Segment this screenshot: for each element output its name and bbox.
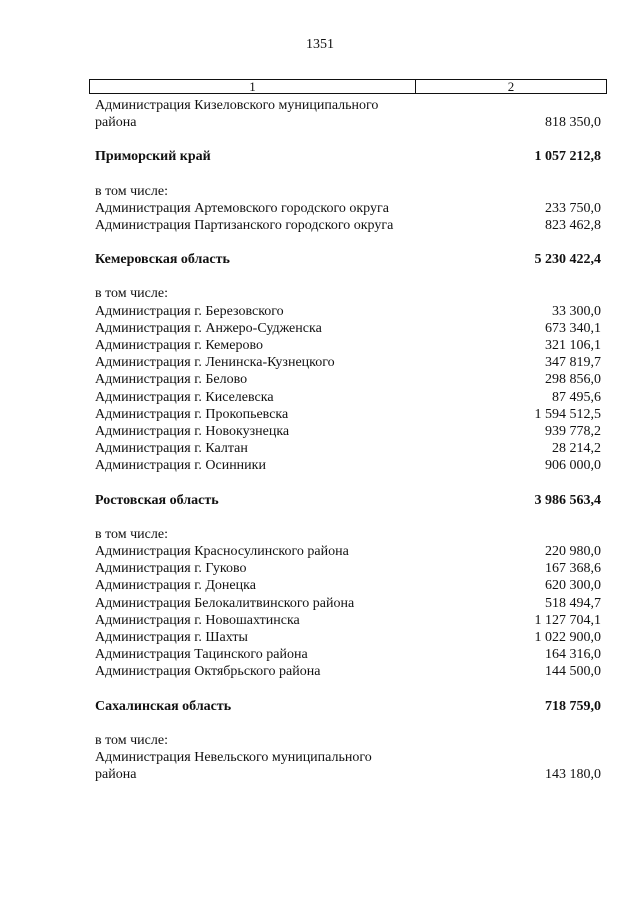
- row-value: 1 594 512,5: [534, 406, 601, 422]
- row-label: Администрация г. Осинники: [95, 458, 266, 474]
- row-value: 143 180,0: [545, 767, 601, 783]
- region-name: Приморский край: [95, 149, 211, 165]
- row-value: 347 819,7: [545, 355, 601, 371]
- region-name: Сахалинская область: [95, 698, 232, 714]
- row-value: 144 500,0: [545, 664, 601, 680]
- table-row: [95, 612, 601, 629]
- table-row: [95, 595, 601, 612]
- page-number: 1351: [306, 37, 334, 52]
- including-label: в том числе:: [95, 732, 168, 748]
- row-value: 233 750,0: [545, 200, 601, 216]
- row-value: 518 494,7: [545, 595, 601, 611]
- row-label: Администрация Кизеловского муниципального района: [95, 98, 379, 131]
- row-value: 220 980,0: [545, 544, 601, 560]
- table-row: [95, 354, 601, 371]
- table-row: [95, 389, 601, 406]
- row-label: Администрация г. Новошахтинска: [95, 612, 300, 628]
- region-total: 5 230 422,4: [534, 252, 601, 268]
- row-label: Администрация Октябрьского района: [95, 664, 321, 680]
- row-value: 906 000,0: [545, 458, 601, 474]
- table-row: [95, 457, 601, 474]
- row-value: 1 127 704,1: [534, 612, 601, 628]
- region-name: Кемеровская область: [95, 252, 230, 268]
- row-label: Администрация г. Белово: [95, 372, 248, 388]
- table-row: [95, 303, 601, 320]
- row-label: Администрация Красносулинского района: [95, 544, 349, 560]
- row-label: Администрация г. Шахты: [95, 630, 248, 646]
- row-label: Администрация Партизанского городского округа: [95, 218, 394, 234]
- row-label: Администрация Артемовского городского округа: [95, 200, 389, 216]
- row-label: Администрация Белокалитвинского района: [95, 595, 355, 611]
- row-value: 28 214,2: [552, 441, 601, 457]
- row-label: Администрация г. Новокузнецка: [95, 424, 290, 440]
- row-label: Администрация г. Калтан: [95, 441, 248, 457]
- region-total-row: [95, 698, 601, 715]
- table-row: [95, 406, 601, 423]
- row-label: Администрация Тацинского района: [95, 647, 308, 663]
- table-row: [95, 629, 601, 646]
- row-label: Администрация г. Кемерово: [95, 338, 263, 354]
- table-row: [95, 577, 601, 594]
- region-total-row: [95, 492, 601, 509]
- row-label: Администрация г. Донецка: [95, 578, 256, 594]
- table-row: [95, 560, 601, 577]
- row-value: 298 856,0: [545, 372, 601, 388]
- row-value: 164 316,0: [545, 647, 601, 663]
- column-header-2: 2: [507, 79, 515, 94]
- row-label: Администрация г. Анжеро-Судженска: [95, 320, 322, 336]
- table-header-row: [89, 79, 607, 94]
- row-label: Администрация Невельского муниципального района: [95, 750, 372, 783]
- row-value: 818 350,0: [545, 115, 601, 131]
- region-total: 718 759,0: [545, 698, 601, 714]
- region-name: Ростовская область: [95, 492, 219, 508]
- column-header-1: 1: [90, 80, 416, 93]
- row-label: Администрация г. Гуково: [95, 561, 247, 577]
- table-row: [95, 320, 601, 337]
- row-label: Администрация г. Прокопьевска: [95, 406, 289, 422]
- row-value: 939 778,2: [545, 424, 601, 440]
- row-value: 33 300,0: [552, 303, 601, 319]
- table-row: [95, 423, 601, 440]
- row-value: 673 340,1: [545, 320, 601, 336]
- table-row: [95, 371, 601, 388]
- table-row: [95, 543, 601, 560]
- table-row: [95, 663, 601, 680]
- row-label: Администрация г. Ленинска-Кузнецкого: [95, 355, 335, 371]
- row-value: 321 106,1: [545, 338, 601, 354]
- allocation-table: [95, 97, 601, 784]
- table-row: [95, 646, 601, 663]
- region-total: 1 057 212,8: [534, 149, 601, 165]
- region-total-row: [95, 251, 601, 268]
- row-label: Администрация г. Березовского: [95, 303, 284, 319]
- row-value: 823 462,8: [545, 218, 601, 234]
- row-value: 167 368,6: [545, 561, 601, 577]
- region-sections: [95, 148, 601, 783]
- table-row: [95, 440, 601, 457]
- including-label: в том числе:: [95, 286, 168, 302]
- row-value: 620 300,0: [545, 578, 601, 594]
- including-label: в том числе:: [95, 183, 168, 199]
- region-total-row: [95, 148, 601, 165]
- including-label: в том числе:: [95, 526, 168, 542]
- row-value: 1 022 900,0: [534, 630, 601, 646]
- row-value: 87 495,6: [552, 389, 601, 405]
- region-total: 3 986 563,4: [534, 492, 601, 508]
- table-row: [95, 749, 601, 783]
- table-row: [95, 337, 601, 354]
- row-label: Администрация г. Киселевска: [95, 389, 274, 405]
- table-row: [95, 217, 601, 234]
- table-row: [95, 97, 601, 131]
- table-row: [95, 200, 601, 217]
